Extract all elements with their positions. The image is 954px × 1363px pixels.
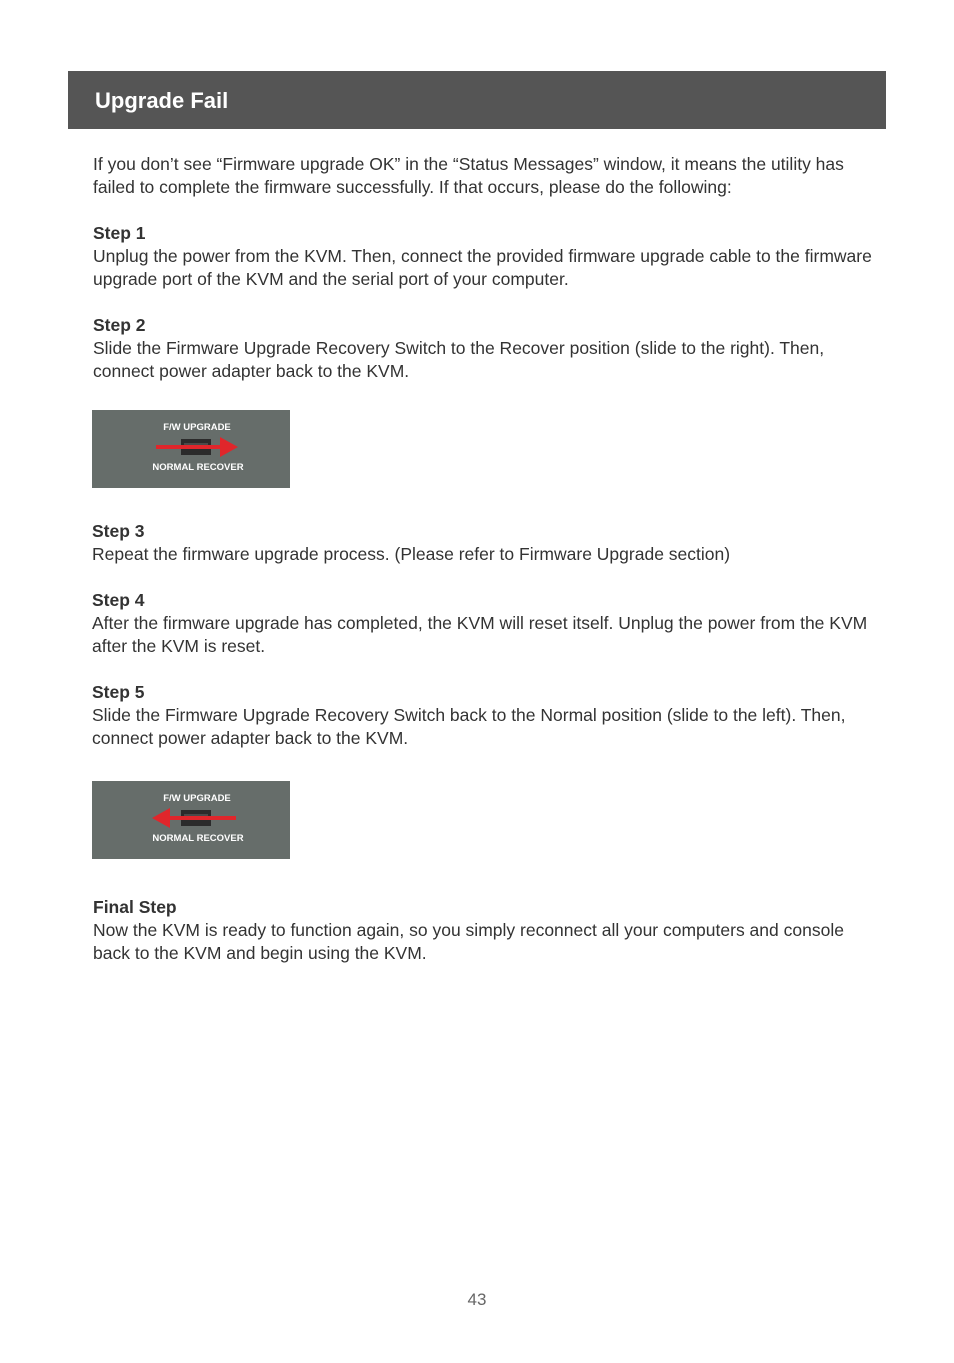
step-2-title: Step 2 — [93, 315, 146, 335]
section-title-bar — [68, 71, 886, 129]
step-4-text: After the firmware upgrade has completed, the KVM will reset itself. Unplug the power from the KVM after the KVM is reset. — [92, 613, 868, 656]
step-5-text: Slide the Firmware Upgrade Recovery Switch back to the Normal position (slide to the left). Then, connect power adapter back to the KVM. — [92, 705, 846, 748]
switch-top-label: F/W UPGRADE — [163, 422, 231, 433]
step-5 — [92, 681, 872, 750]
step-4 — [92, 589, 872, 658]
page-number: 43 — [467, 1290, 487, 1309]
step-1-title: Step 1 — [93, 223, 146, 243]
step-1-text: Unplug the power from the KVM. Then, connect the provided firmware upgrade cable to the firmware upgrade port of the KVM and the serial port of your computer. — [93, 246, 872, 289]
step-2-text: Slide the Firmware Upgrade Recovery Switch to the Recover position (slide to the right). Then, connect power adapter back to the KVM. — [93, 338, 825, 381]
page-title: Upgrade Fail — [95, 88, 229, 113]
final-step — [93, 896, 873, 965]
step-3-title: Step 3 — [92, 521, 145, 541]
step-4-title: Step 4 — [92, 590, 145, 610]
step-5-title: Step 5 — [92, 682, 145, 702]
step-3 — [92, 520, 872, 566]
switch-figure-recover — [92, 410, 290, 488]
switch-figure-normal — [92, 781, 290, 859]
intro-paragraph: If you don’t see “Firmware upgrade OK” in the “Status Messages” window, it means the utility has failed to complete the firmware successfully. If that occurs, please do the following: — [93, 154, 844, 197]
final-step-title: Final Step — [93, 897, 177, 917]
switch-bottom-label: NORMAL RECOVER — [152, 462, 244, 473]
switch-top-label: F/W UPGRADE — [163, 793, 231, 804]
step-1 — [93, 222, 873, 291]
switch-bottom-label: NORMAL RECOVER — [152, 833, 244, 844]
step-3-text: Repeat the firmware upgrade process. (Please refer to Firmware Upgrade section) — [92, 544, 731, 564]
step-2 — [93, 314, 873, 383]
final-step-text: Now the KVM is ready to function again, so you simply reconnect all your computers and console back to the KVM and begin using the KVM. — [93, 920, 844, 963]
